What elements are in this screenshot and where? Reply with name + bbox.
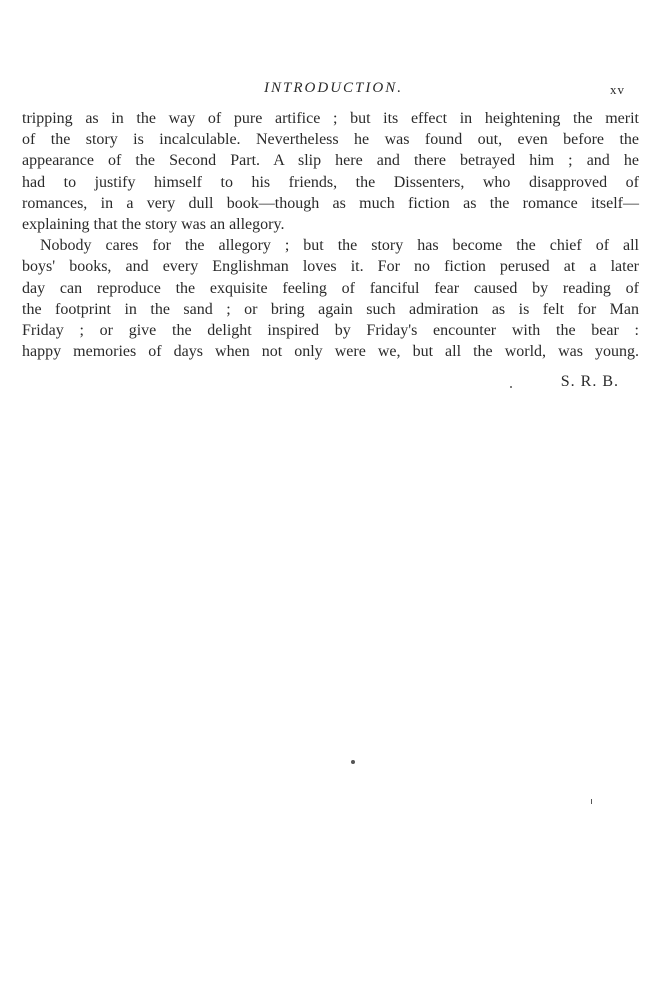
page-number: xv — [610, 82, 625, 97]
ink-speck — [510, 386, 512, 388]
text-line: explaining that the story was an allegory. — [22, 216, 285, 234]
running-head — [0, 80, 667, 102]
text-line: had to justify himself to his friends, the Dissenters, who disapproved of — [22, 173, 639, 191]
ink-speck — [591, 799, 592, 804]
paragraph-2 — [22, 235, 639, 362]
text-line: tripping as in the way of pure artifice ; but its effect in heightening the merit — [22, 110, 639, 127]
paragraph-1 — [22, 108, 639, 235]
text-line: romances, in a very dull book—though as much fiction as the romance itself— — [22, 194, 639, 212]
text-line: happy memories of days when not only were we, but all the world, was young. — [22, 343, 639, 361]
text-line: Friday ; or give the delight inspired by Friday's encounter with the bear : — [22, 322, 639, 340]
text-line: appearance of the Second Part. A slip here and there betrayed him ; and he — [22, 152, 639, 170]
text-line: Nobody cares for the allegory ; but the story has become the chief of all — [40, 237, 639, 255]
text-line: the footprint in the sand ; or bring again such admiration as is felt for Man — [22, 300, 639, 318]
text-line: of the story is incalculable. Nevertheless he was found out, even before the — [22, 131, 639, 149]
author-signature: S. R. B. — [560, 373, 619, 390]
ink-speck — [351, 760, 355, 764]
text-line: day can reproduce the exquisite feeling of fanciful fear caused by reading of — [22, 279, 639, 297]
body-text — [22, 108, 639, 362]
running-title: INTRODUCTION. — [264, 80, 403, 96]
text-line: boys' books, and every Englishman loves it. For no fiction perused at a later — [22, 258, 639, 276]
